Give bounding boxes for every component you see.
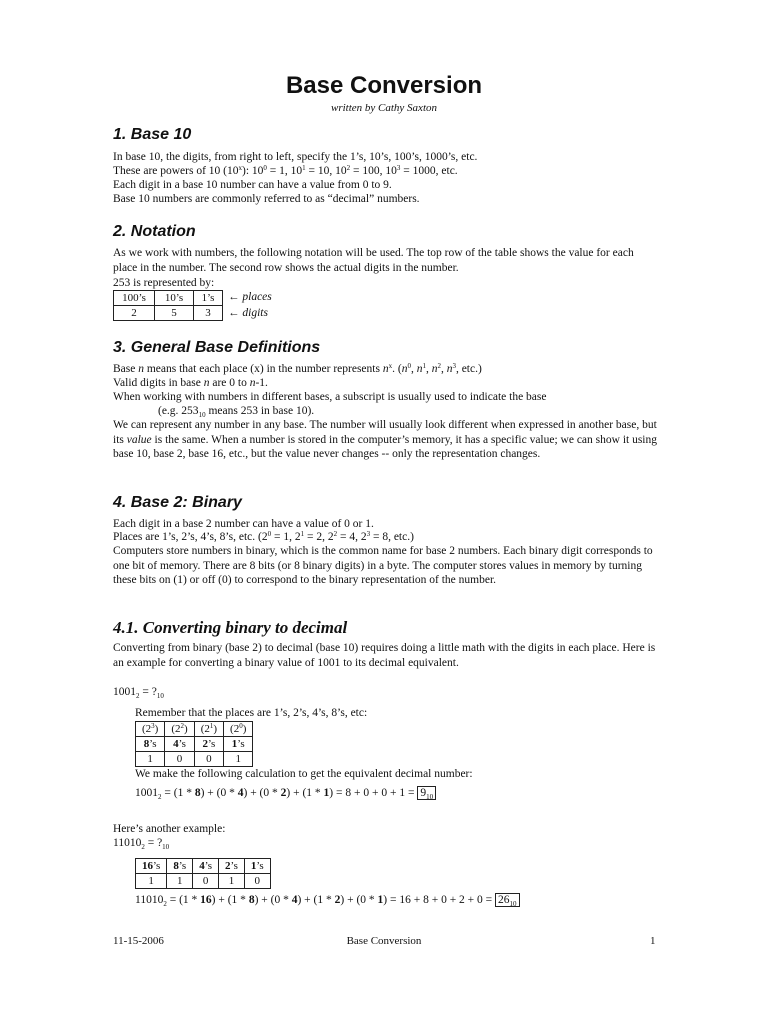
calculation-line: $11010_2 = (1 * 16) + (1 * 8) + (0 * 4) + (1 * 2) + (0 * 1) = 16 + 8 + 0 + 2 + 0 = 26_{10}$: [135, 893, 520, 908]
paragraph-line: Valid digits in base n are 0 to n-1.: [113, 377, 268, 389]
paragraph-line: In base 10, the digits, from right to left, specify the 1’s, 10’s, 100’s, 1000’s, etc.: [113, 151, 478, 163]
table-cell: 1’s: [244, 859, 270, 874]
table-cell: 100’s: [114, 291, 155, 306]
table-cell: 1: [219, 874, 245, 889]
section-heading-general-base: 3. General Base Definitions: [113, 339, 321, 356]
paragraph-line: Base n means that each place (x) in the number represents $n^x$. ($n^0$, $n^1$, $n^2$, $n^3$, etc.): [113, 362, 482, 375]
table-cell: 5: [155, 306, 194, 321]
table-cell: 1: [136, 752, 165, 767]
paragraph: Converting from binary (base 2) to decimal (base 10) requires doing a little math with the digits in each place. Here is an example for converting a binary value of 1001 to its decimal equivalent.: [113, 642, 656, 669]
paragraph-line: Base 10 numbers are commonly referred to as “decimal” numbers.: [113, 193, 420, 205]
author-line: written by Cathy Saxton: [330, 102, 437, 114]
table-row: [136, 859, 271, 874]
section-heading-binary: 4. Base 2: Binary: [113, 494, 242, 511]
page-title: Base Conversion: [285, 72, 483, 99]
table-cell: $(2^0)$: [224, 722, 253, 737]
paragraph-line: Places are 1’s, 2’s, 4’s, 8’s, etc. ($2^0 = 1$, $2^1 = 2$, $2^2 = 4$, $2^3 = 8$, etc.): [113, 530, 414, 543]
digits-annotation: ← digits: [228, 307, 268, 319]
table-row: [136, 874, 271, 889]
section-heading-notation: 2. Notation: [113, 223, 196, 240]
table-row: [136, 722, 253, 737]
table-cell: $(2^1)$: [194, 722, 223, 737]
equation: $1001_2$ = $?_{10}$: [113, 686, 164, 700]
table-cell: 16’s: [136, 859, 167, 874]
equation: $11010_2$ = $?_{10}$: [113, 837, 170, 851]
paragraph-line: These are powers of 10 (10$^x$): $10^0 = 1$, $10^1 = 10$, $10^2 = 100$, $10^3 = 1000$, etc.: [113, 164, 458, 177]
binary-place-table-2: [135, 858, 271, 889]
table-cell: 1’s: [224, 737, 253, 752]
table-cell: 2’s: [194, 737, 223, 752]
table-cell: 8’s: [136, 737, 165, 752]
paragraph: Computers store numbers in binary, which is the common name for base 2 numbers. Each binary digit corresponds to one bit of memory. There are 8 bits (or 8 binary digits) in a byte. The computer stores values in memory by turning these bits on (1) or off (0) to correspond to the binary representation of the number.: [113, 545, 653, 587]
paragraph-line: When working with numbers in different bases, a subscript is usually used to indicate the base: [113, 391, 547, 403]
table-cell: 0: [244, 874, 270, 889]
section-heading-base-10: 1. Base 10: [113, 126, 192, 143]
paragraph: As we work with numbers, the following notation will be used. The top row of the table shows the value for each place in the number. The second row shows the actual digits in the number.: [113, 247, 634, 274]
table-cell: 1: [224, 752, 253, 767]
table-cell: 0: [165, 752, 194, 767]
result-box: $26_{10}$: [495, 893, 520, 907]
page-number: 1: [650, 935, 656, 947]
paragraph-line: Remember that the places are 1’s, 2’s, 4’s, 8’s, etc:: [135, 707, 368, 719]
table-cell: 4’s: [193, 859, 219, 874]
result-box: $9_{10}$: [417, 786, 436, 800]
paragraph-line: (e.g. $253_{10}$ means 253 in base 10).: [158, 405, 315, 419]
table-cell: $(2^3)$: [136, 722, 165, 737]
footer-title: Base Conversion: [346, 935, 422, 947]
table-cell: 4’s: [165, 737, 194, 752]
table-row: [136, 752, 253, 767]
table-row: [114, 306, 223, 321]
table-cell: 3: [194, 306, 223, 321]
table-row: [114, 291, 223, 306]
paragraph-line: Each digit in a base 2 number can have a value of 0 or 1.: [113, 518, 374, 530]
places-annotation: ← places: [228, 291, 272, 303]
calculation-line: $1001_2 = (1 * 8) + (0 * 4) + (0 * 2) + (1 * 1) = 8 + 0 + 0 + 1 = 9_{10}$: [135, 786, 436, 801]
paragraph-line: Here’s another example:: [113, 823, 226, 835]
table-cell: 1’s: [194, 291, 223, 306]
table-cell: 10’s: [155, 291, 194, 306]
place-value-table: [113, 290, 223, 321]
table-cell: 0: [193, 874, 219, 889]
binary-place-table: [135, 721, 253, 767]
table-cell: 2’s: [219, 859, 245, 874]
table-cell: $(2^2)$: [165, 722, 194, 737]
table-cell: 1: [167, 874, 193, 889]
table-cell: 1: [136, 874, 167, 889]
table-cell: 8’s: [167, 859, 193, 874]
table-row: [136, 737, 253, 752]
table-cell: 2: [114, 306, 155, 321]
paragraph-line: 253 is represented by:: [113, 277, 215, 289]
paragraph-line: We make the following calculation to get the equivalent decimal number:: [135, 768, 473, 780]
paragraph-line: Each digit in a base 10 number can have a value from 0 to 9.: [113, 179, 392, 191]
table-cell: 0: [194, 752, 223, 767]
paragraph: We can represent any number in any base. The number will usually look different when expressed in another base, but its value is the same. When a number is stored in the computer’s memory, it has a specific value; we can show it using base 10, base 2, base 16, etc., but the value never changes -- only the representation changes.: [113, 419, 657, 461]
footer-date: 11-15-2006: [113, 935, 164, 947]
subsection-heading-binary-to-decimal: 4.1. Converting binary to decimal: [113, 618, 348, 637]
